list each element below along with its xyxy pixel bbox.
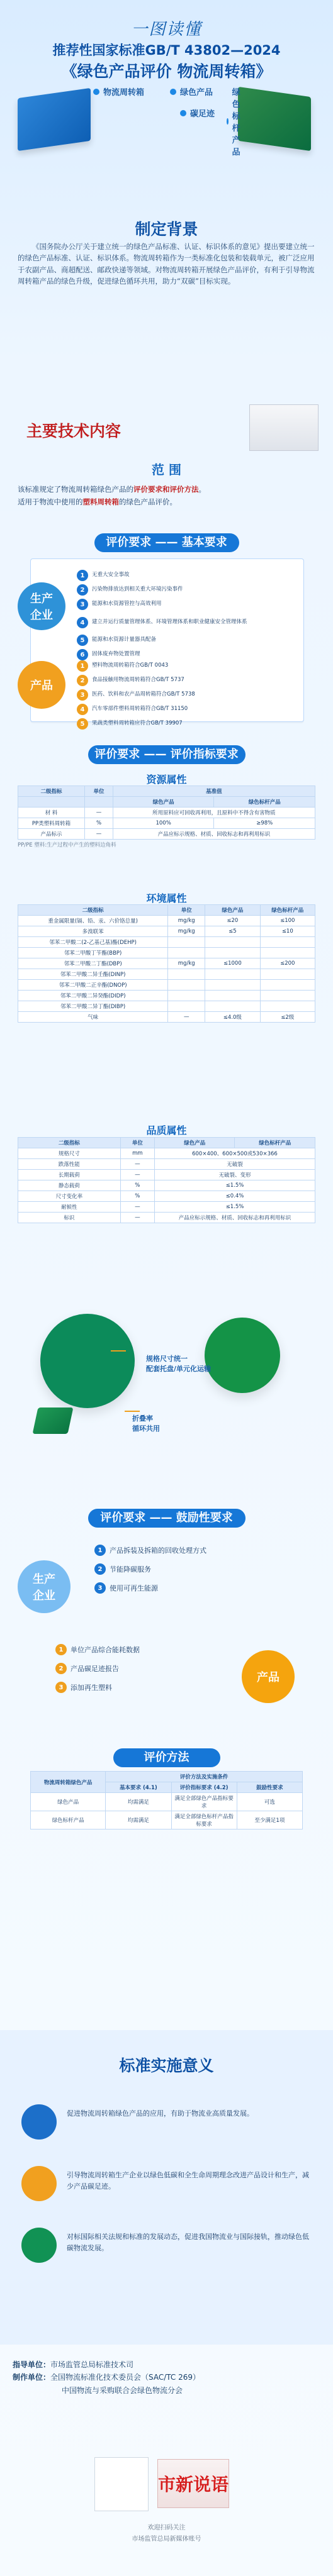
hero-tag-2: 绿色产品 <box>180 88 213 97</box>
environment-row-2-col-2: mg/kg <box>168 926 205 937</box>
enterprise-item-4: 建立并运行质量管理体系、环境管理体系和职业健康安全管理体系 <box>92 619 247 626</box>
hero-tag-3: 绿色标杆产品 <box>232 88 240 157</box>
make-label: 制作单位： <box>13 2373 51 2382</box>
tag-dot-icon <box>93 89 99 95</box>
tag-dot-icon <box>170 89 176 95</box>
encouragement-enterprise-item-1: 产品拆装及拆箱的回收处理方式 <box>110 1546 206 1555</box>
quality-row-5-col-1: 尺寸变化率 <box>18 1191 121 1202</box>
encouragement-product-item-1: 单位产品综合能耗数据 <box>71 1646 140 1654</box>
method-row-2-col-3: 满足全部绿色标杆产品指标要求 <box>171 1811 237 1829</box>
resource-row-1-col-3: 所用原料应可回收再利用，且原料中不得含有害物质 <box>113 808 315 818</box>
resource-attribute-heading: 资源属性 <box>146 774 187 786</box>
method-subheader-2: 评价指标要求 (4.2) <box>171 1782 237 1793</box>
resource-row-2-col-1: PP类塑料周转箱 <box>18 818 85 829</box>
environment-row-10-col-2: — <box>168 1012 205 1023</box>
environment-row-4-col-1: 邻苯二甲酸丁苄酯(BBP) <box>18 948 168 958</box>
environment-row-10-col-1: 气味 <box>18 1012 168 1023</box>
tag-dot-icon <box>227 118 229 125</box>
qr-code <box>94 2457 149 2511</box>
hero-subtitle: 一图读懂 <box>131 20 202 39</box>
encouragement-banner: 评价要求 —— 鼓励性要求 <box>88 1509 246 1528</box>
hero-title-line-2: 《绿色产品评价 物流周转箱》 <box>61 62 272 80</box>
quality-row-7-col-1: 标识 <box>18 1213 121 1223</box>
quality-row-2-col-2: — <box>120 1159 154 1170</box>
environment-row-5-col-3: ≤1000 <box>205 958 260 969</box>
environment-row-5-col-4: ≤200 <box>260 958 315 969</box>
scope-text-2c: 的绿色产品评价。 <box>119 497 177 506</box>
resource-header-1: 二级指标 <box>18 786 85 797</box>
product-item-1: 塑料物流周转箱符合GB/T 0043 <box>92 662 169 669</box>
tag-dot-icon <box>180 110 186 116</box>
resource-row-3-col-3: 产品应标示规格、材质、回收标志和再利用标识 <box>113 829 315 840</box>
resource-subheader-1: 绿色产品 <box>113 797 214 808</box>
method-row-2-col-2: 均需满足 <box>106 1811 171 1829</box>
guide-value: 市场监管总局标准技术司 <box>50 2360 134 2369</box>
crate-circle-image-1 <box>40 1314 135 1408</box>
quality-row-3-col-2: — <box>120 1170 154 1180</box>
method-row-1-col-1: 绿色产品 <box>31 1793 106 1811</box>
method-table <box>30 1771 303 1829</box>
significance-item-2: 引导物流周转箱生产企业以绿色低碳和全生命周期理念改进产品设计和生产，减少产品碳足迹。 <box>67 2171 309 2190</box>
quality-row-5-col-3: ≤0.4% <box>154 1191 315 1202</box>
scope-text-1a: 该标准规定了物流周转箱绿色产品的 <box>18 485 133 494</box>
enterprise-item-6: 固体废弃物处置管理 <box>92 651 140 658</box>
resource-row-3-col-1: 产品标示 <box>18 829 85 840</box>
quality-row-2-col-3: 无破裂 <box>154 1159 315 1170</box>
guide-label: 指导单位： <box>13 2360 51 2369</box>
background-heading: 制定背景 <box>135 220 198 238</box>
make-value-1: 全国物流标准化技术委员会（SAC/TC 269） <box>50 2373 201 2382</box>
enterprise-circle: 生产 企业 <box>18 582 65 630</box>
quality-row-1-col-3: 600×400、600×500或530×366 <box>154 1148 315 1159</box>
scope-text-2 <box>18 497 315 508</box>
quality-row-1-col-2: mm <box>120 1148 154 1159</box>
hero-title-line-1: 推荐性国家标准GB/T 43802—2024 <box>52 43 281 58</box>
environment-row-1-col-1: 重金属限量(镉、铅、汞、六价铬总量) <box>18 916 168 926</box>
resource-row-1-col-2: — <box>85 808 113 818</box>
encouragement-product-item-2: 产品碳足迹报告 <box>71 1665 119 1673</box>
quality-row-7-col-3: 产品应标示规格、材质、回收标志和再利用标识 <box>154 1213 315 1223</box>
resource-row-3-col-2: — <box>85 829 113 840</box>
environment-header-2: 单位 <box>168 905 205 916</box>
media-logo: 市新说语 <box>157 2459 229 2508</box>
quality-row-1-col-1: 规格尺寸 <box>18 1148 121 1159</box>
product-circle: 产品 <box>18 661 65 709</box>
encouragement-enterprise-item-3: 使用可再生能源 <box>110 1584 158 1592</box>
quality-attribute-table <box>18 1137 315 1223</box>
resource-note: PP/PE 塑料:生产过程中产生的塑料边角料 <box>18 842 116 848</box>
quality-row-6-col-1: 耐候性 <box>18 1202 121 1213</box>
scope-text-2b: 塑料周转箱 <box>82 497 119 506</box>
encouragement-product-circle: 产品 <box>242 1650 295 1703</box>
environment-row-10-col-3: ≤4.0级 <box>205 1012 260 1023</box>
quality-row-7-col-2: — <box>120 1213 154 1223</box>
method-banner: 评价方法 <box>113 1748 220 1767</box>
basic-requirements-banner: 评价要求 —— 基本要求 <box>94 533 239 552</box>
method-row-2-col-1: 绿色标杆产品 <box>31 1811 106 1829</box>
environment-row-1-col-3: ≤20 <box>205 916 260 926</box>
circle-text-1 <box>146 1353 229 1374</box>
significance-heading: 标准实施意义 <box>119 2057 214 2075</box>
quality-row-5-col-2: % <box>120 1191 154 1202</box>
resource-header-3: 基准值 <box>113 786 315 797</box>
method-row-1-col-3: 满足全部绿色产品指标要求 <box>171 1793 237 1811</box>
quality-row-4-col-2: % <box>120 1180 154 1191</box>
method-header-2: 评价方法及实施条件 <box>106 1772 303 1782</box>
significance-item-1: 促进物流周转箱绿色产品的应用，有助于物流业高质量发展。 <box>67 2109 254 2118</box>
scope-text-1c: 。 <box>198 485 206 494</box>
circle-text-2-line-2: 循环共用 <box>132 1424 160 1433</box>
environment-header-1: 二级指标 <box>18 905 168 916</box>
main-content-heading: 主要技术内容 <box>26 422 121 440</box>
circle-text-2 <box>132 1413 214 1433</box>
environment-row-5-col-2: mg/kg <box>168 958 205 969</box>
rack-image <box>249 404 319 451</box>
blue-crate-image <box>18 88 91 151</box>
environment-row-1-col-4: ≤100 <box>260 916 315 926</box>
infographic-page: 一图读懂 推荐性国家标准GB/T 43802—2024 《绿色产品评价 物流周转箱》 物流周转箱 绿色产品 绿色标杆产品 碳足迹 制定背景 《国务院办公厅关于建立统一的绿色产品标准、认证、标识体系的意见》提出要建立统一的绿色产品标准、认证、标识体系。物流周转箱作为一类标准化包装和装载单元，被广泛应用于农副产品、商超配送、邮政快递等领域。对物流周转箱开展绿色产品评价，有利于引导物流周转箱产品的绿色升级，促进绿色循环共用，助力“双碳”目标实现。 主要技术内容 范 围 该标准规定了物流周转箱绿色产品的评价要求和评价方法。 适用于物流中使用的塑料周转箱的绿色产品评价。 评价要求 —— 基本要求 生产 企业 1 无重大安全事故 2 污染物排放达到相关重大环境污染事件 3 能源和水资源管控与高效利用 4 建立并运行质量管理体系、环境管理体系和职业健康安全管理体系 5 能源和水资源计量器具配备 6 固体废弃物处置管理 产品 1 塑料物流周转箱符合GB/T 0043 2 食品接触用物流周转箱符合GB/T 5737 3 医药、饮料和农产品周转箱符合GB/T 5738 4 汽车零部件塑料周转箱符合GB/T 31150 5 果蔬类塑料周转箱应符合GB/T 39907 评价要求 —— 评价指标要求 资源属性 二级指标 单位 基准值 绿色产品 绿色标杆产品 材 料 — 所用原料应可回收再利用，且原料中不得含有害物质 PP类塑料周转箱 % 100% ≥98% 产品标示 — 产品应标示规格、材质、回收标志和再利用标识 PP/PE 塑料:生产过程中产生的塑料边角料 环境属性 二级指标 单位 绿色产品 绿色标杆产品 重金属限量(镉、铅、汞、六价铬总量) mg/kg ≤20 ≤100 多溴联苯 mg/kg ≤5 ≤10 邻苯二甲酸二(2-乙基己基)酯(DEHP) 邻苯二甲酸丁苄酯(BBP) 邻苯二甲酸二丁酯(DBP) mg/kg ≤1000 ≤200 邻苯二甲酸二异壬酯(DINP) 邻苯二甲酸二正辛酯(DNOP) 邻苯二甲酸二异癸酯(DIDP) 邻苯二甲酸二异丁酯(DIBP) 气味 — ≤4.0级 ≤2级 品质属性 二级指标 单位 绿色产品 绿色标杆产品 规格尺寸 mm 600×400、600×500或530×366 跌落性能 — 无破裂 长期载荷 — 无破裂、变形 静态载荷 % ≤1.5% 尺寸变化率 % ≤0.4% 耐候性 — ≤1.5% 标识 — 产品应标示规格、材质、回收标志和再利用标识 规格尺寸统一 配套托盘/单元化运输 折叠率 循环共用 评价要求 —— 鼓励性要求 生产 企业 1 产品拆装及拆箱的回收处理方式 2 节能降碳服务 3 使用可再生能源 1 单位产品综合能耗数据 2 产品碳足迹报告 3 添加再生塑料 产品 评价方法 物流周转箱绿色产品 评价方法及实施条件 基本要求 (4.1) 评价指标要求 (4.2) 鼓励性要求 绿色产品 均需满足 满足全部绿色产品指标要求 可选 绿色标杆产品 均需满足 满足全部绿色标杆产品指标要求 至少满足1项 标准实施意义 促进物流周转箱绿色产品的应用，有助于物流业高质量发展。 引导物流周转箱生产企业以绿色低碳和全生命周期理念改进产品设计和生产，减少产品碳足迹。 对标国际相关法规和标准的发展动态，促进我国物流业与国际接轨，推动绿色低碳物流发展。 指导单位：市场监管总局标准技术司 制作单位：全国物流标准化技术委员会（SAC/TC 269） 中国物流与采购联合会绿色物流分会 市新说语 欢迎扫码关注 市场监管总局新媒体账号 <box>0 0 333 2576</box>
environment-row-2-col-3: ≤5 <box>205 926 260 937</box>
encouragement-enterprise-item-2: 节能降碳服务 <box>110 1565 151 1574</box>
quality-header-4: 绿色标杆产品 <box>235 1138 315 1148</box>
environment-row-2-col-1: 多溴联苯 <box>18 926 168 937</box>
encouragement-product-item-3: 添加再生塑料 <box>71 1684 112 1692</box>
product-item-3: 医药、饮料和农产品周转箱符合GB/T 5738 <box>92 691 195 698</box>
quality-header-1: 二级指标 <box>18 1138 121 1148</box>
enterprise-item-2: 污染物排放达到相关重大环境污染事件 <box>92 586 183 593</box>
quality-header-2: 单位 <box>120 1138 154 1148</box>
environment-row-5-col-1: 邻苯二甲酸二丁酯(DBP) <box>18 958 168 969</box>
background-paragraph: 《国务院办公厅关于建立统一的绿色产品标准、认证、标识体系的意见》提出要建立统一的绿色产品标准、认证、标识体系。物流周转箱作为一类标准化包装和装载单元，被广泛应用于农副产品、商超配送、邮政快递等领域。对物流周转箱开展绿色产品评价，有利于引导物流周转箱产品的绿色升级，促进绿色循环共用，助力“双碳”目标实现。 <box>18 242 315 286</box>
product-item-5: 果蔬类塑料周转箱应符合GB/T 39907 <box>92 720 183 727</box>
quality-header-3: 绿色产品 <box>154 1138 235 1148</box>
environment-row-1-col-2: mg/kg <box>168 916 205 926</box>
resource-header-2: 单位 <box>85 786 113 797</box>
scope-label: 范 围 <box>152 462 181 477</box>
method-row-1-col-4: 可选 <box>237 1793 302 1811</box>
circle-text-1-line-2: 配套托盘/单元化运输 <box>146 1365 212 1373</box>
significance-item-3: 对标国际相关法规和标准的发展动态，促进我国物流业与国际接轨，推动绿色低碳物流发展。 <box>67 2233 309 2252</box>
resource-row-2-col-2: % <box>85 818 113 829</box>
quality-row-3-col-3: 无破裂、变形 <box>154 1170 315 1180</box>
scope-text-2a: 适用于物流中使用的 <box>18 497 83 506</box>
environment-row-10-col-4: ≤2级 <box>260 1012 315 1023</box>
hero-tag-1: 物流周转箱 <box>103 88 145 97</box>
resource-row-2-col-3: 100% <box>113 818 214 829</box>
quality-row-4-col-1: 静态载荷 <box>18 1180 121 1191</box>
make-value-2: 中国物流与采购联合会绿色物流分会 <box>62 2385 183 2395</box>
encouragement-enterprise-circle: 生产 企业 <box>18 1560 71 1613</box>
resource-attribute-table <box>18 786 315 840</box>
folded-crate-icon <box>33 1407 74 1434</box>
indicator-requirements-banner: 评价要求 —— 评价指标要求 <box>88 745 246 764</box>
quality-row-4-col-3: ≤1.5% <box>154 1180 315 1191</box>
environment-header-3: 绿色产品 <box>205 905 260 916</box>
resource-subheader-2: 绿色标杆产品 <box>214 797 315 808</box>
environment-row-7-col-1: 邻苯二甲酸二正辛酯(DNOP) <box>18 980 168 991</box>
method-row-2-col-4: 至少满足1项 <box>237 1811 302 1829</box>
connector-line-2 <box>125 1411 140 1412</box>
scope-text-1b: 评价要求和评价方法 <box>133 485 199 494</box>
environment-row-6-col-1: 邻苯二甲酸二异壬酯(DINP) <box>18 969 168 980</box>
environment-row-9-col-1: 邻苯二甲酸二异丁酯(DIBP) <box>18 1001 168 1012</box>
enterprise-item-3: 能源和水资源管控与高效利用 <box>92 601 162 608</box>
method-row-1-col-2: 均需满足 <box>106 1793 171 1811</box>
circle-text-1-line-1: 规格尺寸统一 <box>146 1355 188 1363</box>
quality-row-2-col-1: 跌落性能 <box>18 1159 121 1170</box>
environment-row-2-col-4: ≤10 <box>260 926 315 937</box>
enterprise-item-5: 能源和水资源计量器具配备 <box>92 636 157 643</box>
method-subheader-1: 基本要求 (4.1) <box>106 1782 171 1793</box>
quality-row-3-col-1: 长期载荷 <box>18 1170 121 1180</box>
scope-text-1 <box>18 484 315 495</box>
environment-header-4: 绿色标杆产品 <box>260 905 315 916</box>
environment-attribute-heading: 环境属性 <box>146 892 187 904</box>
connector-line-1 <box>111 1350 126 1352</box>
quality-row-6-col-2: — <box>120 1202 154 1213</box>
green-crate-image <box>238 87 311 151</box>
resource-row-2-col-4: ≥98% <box>214 818 315 829</box>
circle-text-2-line-1: 折叠率 <box>132 1414 153 1423</box>
resource-row-1-col-1: 材 料 <box>18 808 85 818</box>
product-item-2: 食品接触用物流周转箱符合GB/T 5737 <box>92 677 184 684</box>
environment-attribute-table <box>18 904 315 1023</box>
environment-row-8-col-1: 邻苯二甲酸二异癸酯(DIDP) <box>18 991 168 1001</box>
follow-text-2: 市场监管总局新媒体账号 <box>132 2536 201 2543</box>
hero-tag-4: 碳足迹 <box>190 109 215 119</box>
product-item-4: 汽车零部件塑料周转箱符合GB/T 31150 <box>92 706 188 713</box>
environment-row-3-col-1: 邻苯二甲酸二(2-乙基己基)酯(DEHP) <box>18 937 168 948</box>
quality-attribute-heading: 品质属性 <box>146 1124 187 1136</box>
follow-text-1: 欢迎扫码关注 <box>147 2524 186 2531</box>
hero-visual <box>18 80 315 181</box>
method-subheader-3: 鼓励性要求 <box>237 1782 302 1793</box>
quality-row-6-col-3: ≤1.5% <box>154 1202 315 1213</box>
method-header-1: 物流周转箱绿色产品 <box>31 1772 106 1793</box>
enterprise-item-1: 无重大安全事故 <box>92 572 130 579</box>
